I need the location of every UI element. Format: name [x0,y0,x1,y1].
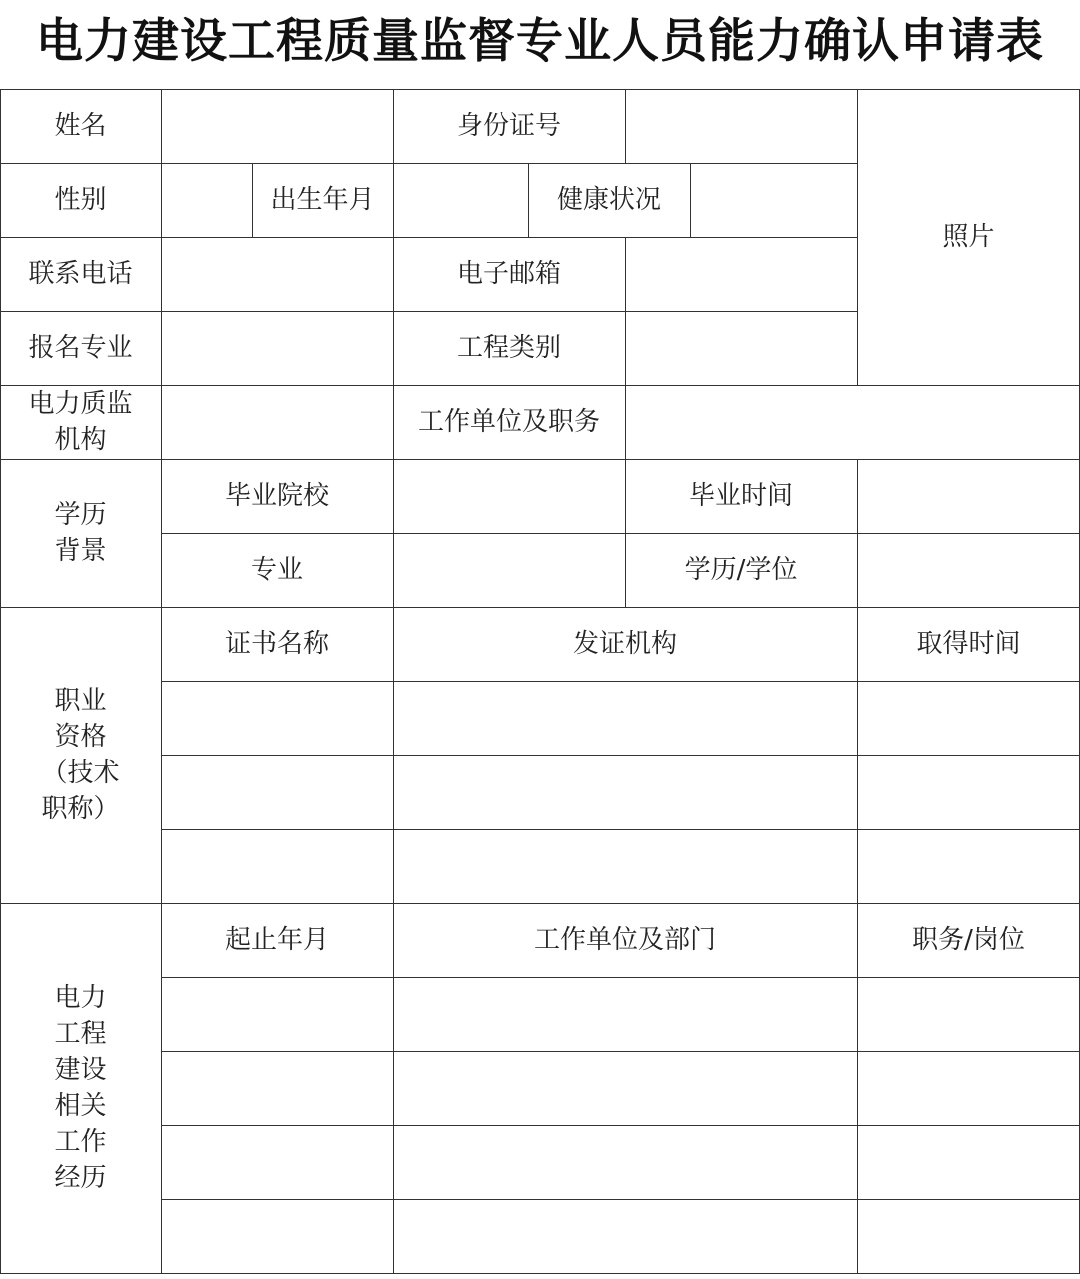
name-field[interactable] [161,89,393,163]
project-type-field[interactable] [625,311,857,385]
photo-box[interactable] [857,89,1080,385]
health-label: 健康状况 [556,185,661,215]
grid-line [0,1273,1080,1274]
experience-section-label [0,903,161,1273]
phone-field[interactable] [161,237,393,311]
degree-label: 学历/学位 [684,555,798,585]
employer-dept-cell[interactable] [393,1051,857,1125]
agency-field[interactable] [161,385,393,459]
gender-field[interactable] [161,163,252,237]
cert-name-cell[interactable] [161,681,393,755]
grad-time-label: 毕业时间 [688,481,793,511]
position-cell[interactable] [857,1199,1080,1273]
birth-label: 出生年月 [270,185,375,215]
cert-name-cell[interactable] [161,829,393,903]
obtained-cell[interactable] [857,681,1080,755]
major-label: 专业 [250,555,303,585]
employer-dept-cell[interactable] [393,977,857,1051]
experience-label-line: 相关 [54,1091,107,1121]
form-title: 电力建设工程质量监督专业人员能力确认申请表 [36,14,1044,69]
experience-label-line: 工作 [54,1127,107,1157]
qualification-label-line: 职业 [54,686,107,716]
email-label: 电子邮箱 [456,259,561,289]
employer-position-label: 工作单位及职务 [417,407,600,437]
position-cell[interactable] [857,1051,1080,1125]
employer-dept-cell[interactable] [393,1199,857,1273]
experience-label-line: 经历 [54,1163,107,1193]
experience-label-line: 工程 [54,1019,107,1049]
period-header: 起止年月 [224,925,329,955]
degree-field[interactable] [857,533,1080,607]
gender-label: 性别 [54,185,107,215]
agency-label-line: 机构 [54,425,107,455]
education-label-line: 背景 [54,536,107,566]
qualification-label-line: 资格 [54,722,107,752]
birth-field[interactable] [393,163,528,237]
agency-label [0,385,161,459]
specialty-label: 报名专业 [28,333,133,363]
cert-name-header: 证书名称 [224,629,329,659]
obtained-header: 取得时间 [916,629,1021,659]
experience-label-line: 电力 [54,983,107,1013]
name-label: 姓名 [54,111,107,141]
agency-label-line: 电力质监 [28,389,133,419]
qualification-label-line: 职称） [41,794,120,824]
phone-label: 联系电话 [28,259,133,289]
experience-label-line: 建设 [54,1055,107,1085]
education-label-line: 学历 [54,500,107,530]
photo-label: 照片 [942,222,995,252]
period-cell[interactable] [161,977,393,1051]
qualification-label-line: （技术 [41,758,120,788]
school-label: 毕业院校 [224,481,329,511]
employer-position-field[interactable] [625,385,1080,459]
issuer-cell[interactable] [393,681,857,755]
employer-dept-header: 工作单位及部门 [533,925,716,955]
major-field[interactable] [393,533,625,607]
id-number-label: 身份证号 [456,111,561,141]
period-cell[interactable] [161,1051,393,1125]
issuer-header: 发证机构 [572,629,677,659]
specialty-field[interactable] [161,311,393,385]
period-cell[interactable] [161,1125,393,1199]
cert-name-cell[interactable] [161,755,393,829]
email-field[interactable] [625,237,857,311]
school-field[interactable] [393,459,625,533]
period-cell[interactable] [161,1199,393,1273]
qualification-section-label [0,607,161,903]
obtained-cell[interactable] [857,755,1080,829]
employer-dept-cell[interactable] [393,1125,857,1199]
health-field[interactable] [690,163,857,237]
id-number-field[interactable] [625,89,857,163]
position-cell[interactable] [857,1125,1080,1199]
issuer-cell[interactable] [393,829,857,903]
issuer-cell[interactable] [393,755,857,829]
project-type-label: 工程类别 [456,333,561,363]
education-section-label [0,459,161,607]
position-header: 职务/岗位 [912,925,1025,955]
position-cell[interactable] [857,977,1080,1051]
obtained-cell[interactable] [857,829,1080,903]
grad-time-field[interactable] [857,459,1080,533]
